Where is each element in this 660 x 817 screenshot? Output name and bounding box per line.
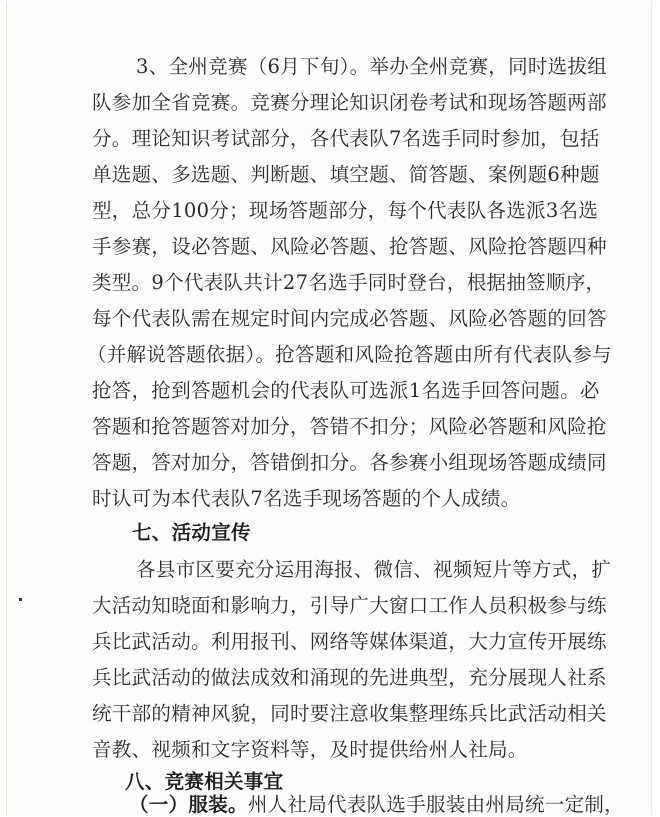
paragraph-line [129,793,624,815]
document-page [6,2,652,815]
paragraph-line: 队参加全省竞赛。竞赛分理论知识闭卷考试和现场答题两部 [92,91,607,114]
paragraph-line: 时认可为本代表队7名选手现场答题的个人成绩。 [92,487,521,510]
paragraph-line: 型，总分100分；现场答题部分，每个代表队各选派3名选 [92,199,599,222]
paragraph-line: 3、全州竞赛（6月下旬）。举办全州竞赛，同时选拔组 [136,55,608,78]
scan-speck [19,598,22,601]
paragraph-line: 单选题、多选题、判断题、填空题、简答题、案例题6种题 [92,163,600,186]
paragraph-line: 兵比武活动。利用报刊、网络等媒体渠道，大力宣传开展练 [92,630,607,653]
paragraph-line: 抢答，抢到答题机会的代表队可选派1名选手回答问题。必 [92,379,600,402]
paragraph-line: 每个代表队需在规定时间内完成必答题、风险必答题的回答 [92,307,607,330]
section-heading-publicity: 七、活动宣传 [132,521,251,544]
paragraph-line: 统干部的精神风貌，同时要注意收集整理练兵比武活动相关 [92,702,607,725]
paragraph-line: 音教、视频和文字资料等，及时提供给州人社局。 [92,738,528,761]
item-text-clothing: 州人社局代表队选手服装由州局统一定制， [247,793,625,815]
paragraph-line: 大活动知晓面和影响力，引导广大窗口工作人员积极参与练 [92,594,607,617]
paragraph-line: 手参赛，设必答题、风险必答题、抢答题、风险抢答题四种 [92,235,607,258]
paragraph-line: 分。理论知识考试部分，各代表队7名选手同时参加，包括 [92,127,600,150]
paragraph-line: 兵比武活动的做法成效和涌现的先进典型，充分展现人社系 [92,666,607,689]
section-heading-competition-matters: 八、竞赛相关事宜 [125,770,284,793]
paragraph-line: 各县市区要充分运用海报、微信、视频短片等方式，扩 [136,558,612,581]
paragraph-line: 答题，答对加分，答错倒扣分。各参赛小组现场答题成绩同 [92,451,607,474]
paragraph-line: 类型。9个代表队共计27名选手同时登台，根据抽签顺序， [92,271,606,294]
item-lead-clothing: （一）服装。 [129,793,248,815]
paragraph-line: 答题和抢答题答对加分，答错不扣分；风险必答题和风险抢 [92,415,607,438]
paragraph-line: （并解说答题依据）。抢答题和风险抢答题由所有代表队参与 [87,343,612,366]
